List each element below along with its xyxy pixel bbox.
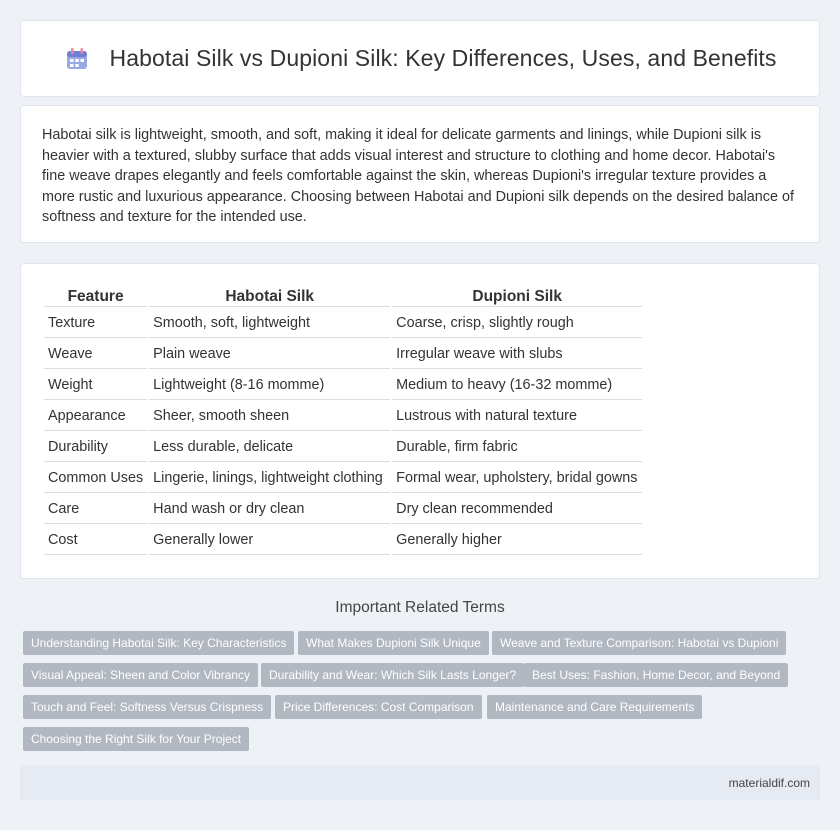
table-row <box>44 495 642 524</box>
table-cell-feature: Cost <box>44 526 147 555</box>
table-cell-feature: Weight <box>44 371 147 400</box>
related-term-tag[interactable]: What Makes Dupioni Silk Unique <box>298 631 489 655</box>
table-cell-habotai: Lightweight (8-16 momme) <box>149 371 390 400</box>
table-row <box>44 371 642 400</box>
column-header-dupioni: Dupioni Silk <box>392 287 642 307</box>
column-header-feature: Feature <box>44 287 147 307</box>
table-cell-habotai: Less durable, delicate <box>149 433 390 462</box>
related-term-tag[interactable]: Maintenance and Care Requirements <box>487 695 702 719</box>
footer-site-link[interactable]: materialdif.com <box>728 776 810 790</box>
table-cell-dupioni: Coarse, crisp, slightly rough <box>392 309 642 338</box>
related-terms-title: Important Related Terms <box>335 599 505 616</box>
related-term-tag[interactable]: Visual Appeal: Sheen and Color Vibrancy <box>23 663 258 687</box>
table-row <box>44 340 642 369</box>
table-cell-habotai: Plain weave <box>149 340 390 369</box>
table-cell-dupioni: Dry clean recommended <box>392 495 642 524</box>
related-term-tag[interactable]: Choosing the Right Silk for Your Project <box>23 727 249 751</box>
table-cell-habotai: Sheer, smooth sheen <box>149 402 390 431</box>
footer <box>20 766 820 800</box>
comparison-table-card <box>20 263 820 579</box>
table-cell-habotai: Smooth, soft, lightweight <box>149 309 390 338</box>
table-cell-dupioni: Durable, firm fabric <box>392 433 642 462</box>
related-term-tag[interactable]: Price Differences: Cost Comparison <box>275 695 482 719</box>
table-row <box>44 402 642 431</box>
intro-paragraph: Habotai silk is lightweight, smooth, and soft, making it ideal for delicate garments and linings, while Dupioni silk is heavier with a textured, slubby surface that adds visual interest and structure to clothing and home decor. Habotai's fine weave drapes elegantly and feels comfortable against the skin, whereas Dupioni's irregular texture provides a more rustic and luxurious appearance. Choosing between Habotai and Dupioni silk depends on the desired balance of softness and texture for the intended use. <box>20 105 820 243</box>
page-header <box>20 20 820 97</box>
table-row <box>44 309 642 338</box>
table-cell-dupioni: Medium to heavy (16-32 momme) <box>392 371 642 400</box>
table-header-row <box>44 287 642 307</box>
related-term-tag[interactable]: Durability and Wear: Which Silk Lasts Longer? <box>261 663 524 687</box>
comparison-table <box>42 285 644 557</box>
table-cell-dupioni: Irregular weave with slubs <box>392 340 642 369</box>
column-header-habotai: Habotai Silk <box>149 287 390 307</box>
related-term-tag[interactable]: Best Uses: Fashion, Home Decor, and Beyond <box>524 663 788 687</box>
table-row <box>44 464 642 493</box>
table-cell-feature: Weave <box>44 340 147 369</box>
table-row <box>44 526 642 555</box>
table-cell-habotai: Hand wash or dry clean <box>149 495 390 524</box>
table-cell-dupioni: Generally higher <box>392 526 642 555</box>
calendar-grid-icon <box>64 46 90 72</box>
page-title: Habotai Silk vs Dupioni Silk: Key Differences, Uses, and Benefits <box>109 45 777 71</box>
related-term-tag[interactable]: Touch and Feel: Softness Versus Crispness <box>23 695 271 719</box>
table-cell-feature: Appearance <box>44 402 147 431</box>
related-term-tag[interactable]: Weave and Texture Comparison: Habotai vs Dupioni <box>492 631 786 655</box>
table-cell-dupioni: Lustrous with natural texture <box>392 402 642 431</box>
table-cell-feature: Common Uses <box>44 464 147 493</box>
table-cell-dupioni: Formal wear, upholstery, bridal gowns <box>392 464 642 493</box>
table-row <box>44 433 642 462</box>
table-cell-feature: Care <box>44 495 147 524</box>
table-cell-habotai: Generally lower <box>149 526 390 555</box>
table-cell-feature: Texture <box>44 309 147 338</box>
related-term-tag[interactable]: Understanding Habotai Silk: Key Characteristics <box>23 631 294 655</box>
table-cell-feature: Durability <box>44 433 147 462</box>
table-cell-habotai: Lingerie, linings, lightweight clothing <box>149 464 390 493</box>
